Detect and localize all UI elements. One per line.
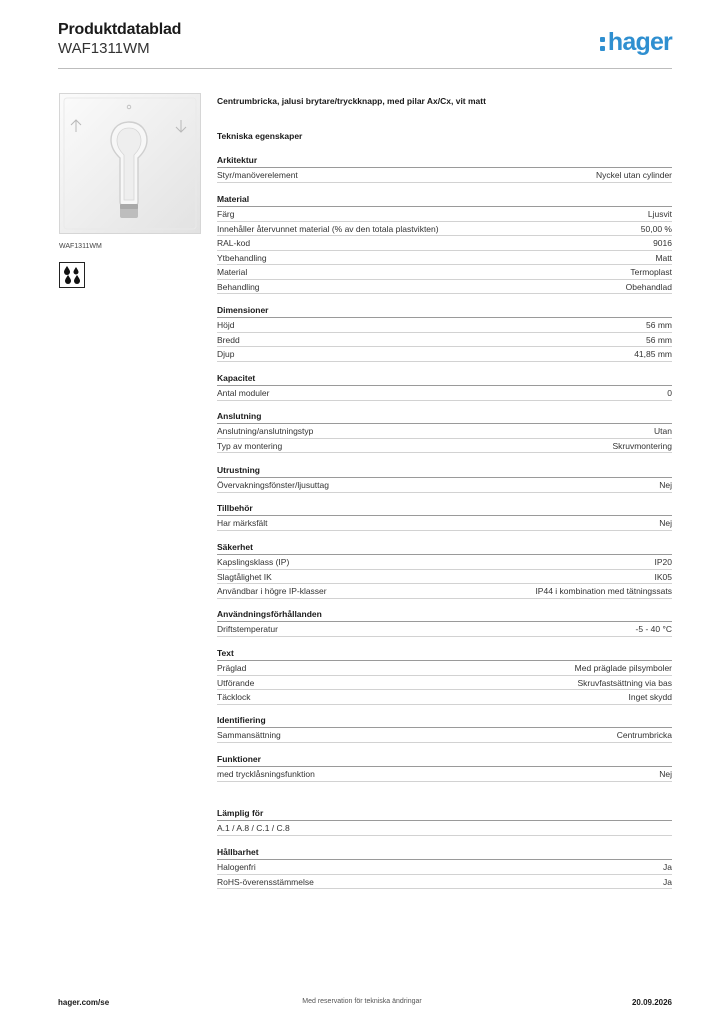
spec-value: Ja: [663, 876, 672, 887]
spec-value: Termoplast: [630, 267, 672, 277]
spec-label: RoHS-överensstämmelse: [217, 876, 314, 887]
spec-value: Ja: [663, 862, 672, 872]
spec-value: 41,85 mm: [634, 349, 672, 359]
spec-row: [217, 676, 672, 691]
spec-row: [217, 424, 672, 439]
spec-row: [217, 516, 672, 531]
spec-group: [217, 503, 672, 531]
spec-group-title: Funktioner: [217, 754, 672, 767]
key-cover-plate-image: [60, 94, 200, 233]
hager-logo[interactable]: [600, 28, 672, 57]
spec-value: Inget skydd: [628, 692, 672, 702]
spec-group-title: Anslutning: [217, 411, 672, 424]
spec-label: Behandling: [217, 281, 260, 292]
spec-row: [217, 251, 672, 266]
spec-label: RAL-kod: [217, 238, 251, 248]
spec-label: Utförande: [217, 677, 255, 688]
spec-row: [217, 860, 672, 875]
logo-dots-icon: [600, 37, 605, 51]
spec-value: Centrumbricka: [616, 730, 672, 740]
spec-label: Användbar i högre IP-klasser: [217, 586, 327, 596]
spec-row: [217, 333, 672, 348]
spec-value: 9016: [653, 238, 672, 248]
spec-row: [217, 318, 672, 333]
spec-value: Nej: [659, 480, 672, 490]
spec-row: [217, 570, 672, 585]
spec-value: Skruvmontering: [612, 440, 672, 451]
spec-row: [217, 207, 672, 222]
spec-value: Nyckel utan cylinder: [595, 170, 672, 180]
spec-row: [217, 661, 672, 676]
spec-label: Präglad: [217, 663, 247, 673]
spec-group-title: Säkerhet: [217, 542, 672, 555]
spec-group-title: Lämplig för: [217, 808, 672, 821]
spec-row: [217, 386, 672, 401]
image-caption: WAF1311WM: [59, 243, 102, 250]
document-subtitle: WAF1311WM: [58, 40, 150, 57]
spec-value: 56 mm: [646, 334, 672, 345]
spec-label: Färg: [217, 209, 235, 219]
product-image: [59, 93, 201, 234]
spec-label: Slagtålighet IK: [217, 571, 272, 582]
spec-group: [217, 373, 672, 401]
spec-group: [217, 411, 672, 453]
spec-group-title: Användningsförhållanden: [217, 609, 672, 622]
spec-group: [217, 609, 672, 637]
spec-group-title: Text: [217, 648, 672, 661]
spec-group: [217, 305, 672, 362]
spec-label: Anslutning/anslutningstyp: [217, 426, 314, 436]
spec-label: Övervakningsfönster/ljusuttag: [217, 480, 329, 490]
spec-value: 0: [667, 388, 672, 398]
spec-value: Utan: [654, 426, 672, 436]
spec-row: [217, 236, 672, 251]
spec-group-title: Arkitektur: [217, 155, 672, 168]
spec-label: Innehåller återvunnet material (% av den totala plastvikten): [217, 223, 439, 234]
spec-label: Material: [217, 267, 248, 277]
spec-label: Halogenfri: [217, 862, 256, 872]
spec-label: Höjd: [217, 320, 235, 330]
spec-value: IP20: [654, 557, 672, 567]
spec-value: IP44 i kombination med tätningssats: [535, 586, 672, 596]
footer-disclaimer: Med reservation för tekniska ändringar: [302, 998, 422, 1005]
spec-row: [217, 584, 672, 599]
header-divider: [58, 68, 672, 69]
water-drops-icon: [59, 262, 85, 288]
spec-group-title: Utrustning: [217, 465, 672, 478]
main-content: [217, 96, 672, 142]
spec-label: Styr/manöverelement: [217, 170, 298, 180]
spec-group-title: Identifiering: [217, 715, 672, 728]
spec-label: Typ av montering: [217, 440, 283, 451]
spec-label: Antal moduler: [217, 388, 270, 398]
spec-row: [217, 728, 672, 743]
spec-group-title: Hållbarhet: [217, 847, 672, 860]
spec-label: Djup: [217, 349, 235, 359]
spec-value: 50,00 %: [640, 223, 672, 234]
spec-group-title: Kapacitet: [217, 373, 672, 386]
spec-row: [217, 280, 672, 295]
spec-row: [217, 222, 672, 237]
spec-value: Nej: [659, 769, 672, 779]
spec-label: Bredd: [217, 334, 240, 345]
spec-row: [217, 767, 672, 782]
spec-group: [217, 194, 672, 294]
logo-text: hager: [607, 28, 672, 56]
spec-row: [217, 439, 672, 454]
spec-label: med trycklåsningsfunktion: [217, 769, 315, 779]
spec-label: Sammansättning: [217, 730, 281, 740]
spec-value: Obehandlad: [625, 281, 672, 292]
spec-group-title: Dimensioner: [217, 305, 672, 318]
spec-value: -5 - 40 °C: [635, 624, 672, 634]
spec-value: Med präglade pilsymboler: [574, 663, 672, 673]
spec-label: Har märksfält: [217, 518, 268, 528]
spec-row: [217, 265, 672, 280]
spec-group: [217, 465, 672, 493]
spec-row: [217, 347, 672, 362]
footer-website[interactable]: hager.com/se: [58, 998, 110, 1007]
spec-group: [217, 648, 672, 705]
spec-group: [217, 155, 672, 183]
spec-label: A.1 / A.8 / C.1 / C.8: [217, 823, 290, 833]
spec-value: IK05: [654, 571, 672, 582]
spec-row: [217, 168, 672, 183]
product-description: Centrumbricka, jalusi brytare/tryckknapp, med pilar Ax/Cx, vit matt: [217, 96, 486, 106]
spec-row: [217, 478, 672, 493]
spec-label: Driftstemperatur: [217, 624, 278, 634]
spec-label: Ytbehandling: [217, 252, 267, 263]
footer-date: 20.09.2026: [631, 998, 672, 1007]
spec-value: Ljusvit: [647, 209, 672, 219]
spec-group: [217, 808, 672, 836]
spec-group-title: Material: [217, 194, 672, 207]
spec-row: [217, 622, 672, 637]
spec-row: [217, 555, 672, 570]
spec-label: Täcklock: [217, 692, 251, 702]
spec-group: [217, 715, 672, 743]
spec-group: [217, 542, 672, 599]
spec-group: [217, 754, 672, 782]
spec-row: [217, 821, 672, 836]
spec-group: [217, 847, 672, 889]
spec-value: 56 mm: [646, 320, 672, 330]
document-header: [58, 20, 672, 58]
spec-value: Nej: [659, 518, 672, 528]
spec-group-title: Tillbehör: [217, 503, 672, 516]
section-title: Tekniska egenskaper: [217, 131, 303, 141]
spec-value: Skruvfastsättning via bas: [577, 677, 672, 688]
document-title: Produktdatablad: [58, 21, 182, 38]
spec-label: Kapslingsklass (IP): [217, 557, 290, 567]
spec-row: [217, 875, 672, 890]
spec-row: [217, 690, 672, 705]
spec-value: Matt: [655, 252, 672, 263]
